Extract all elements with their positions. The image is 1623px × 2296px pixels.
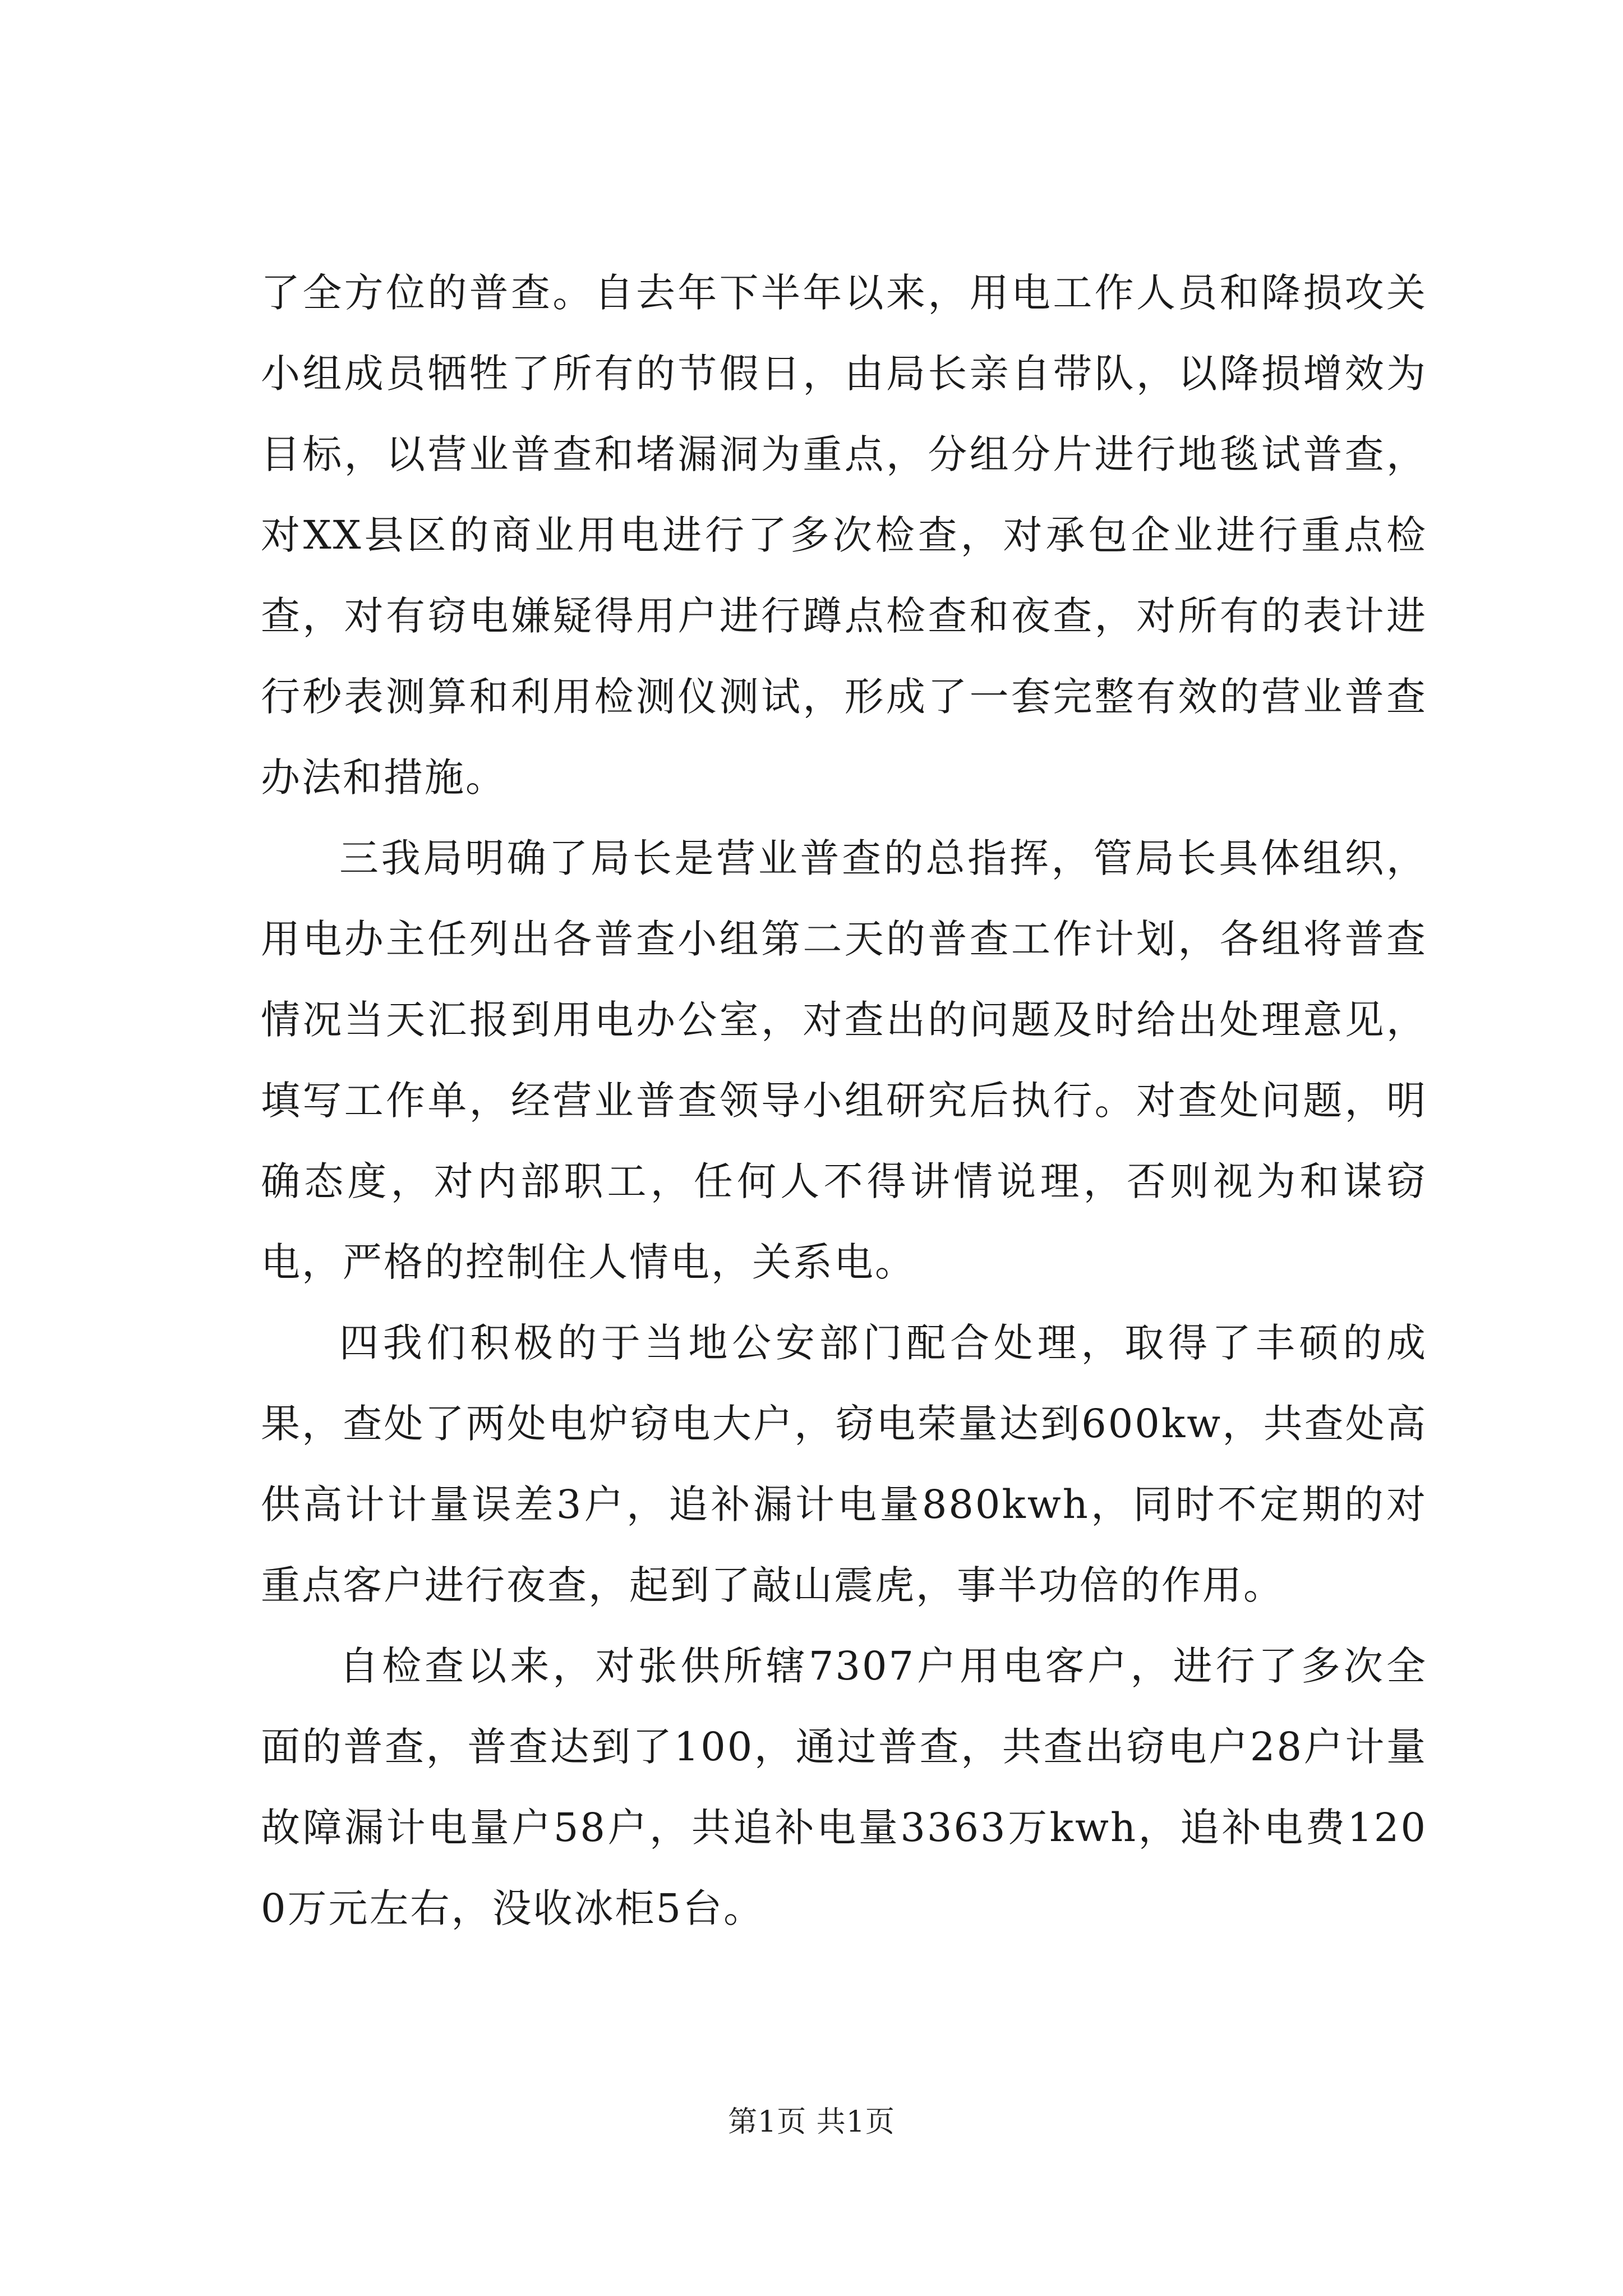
paragraph-2: 三我局明确了局长是营业普查的总指挥，管局长具体组织，用电办主任列出各普查小组第二天的普查工作计划，各组将普查情况当天汇报到用电办公室，对查出的问题及时给出处理意见，填写工作单，经营业普查领导小组研究后执行。对查处问题，明确态度，对内部职工，任何人不得讲情说理，否则视为和谋窃电，严格的控制住人情电，关系电。 bbox=[261, 835, 1427, 1285]
page-number-footer: 第1页 共1页 bbox=[728, 2105, 895, 2139]
document-body bbox=[261, 252, 1427, 1949]
paragraph-1: 了全方位的普查。自去年下半年以来，用电工作人员和降损攻关小组成员牺牲了所有的节假日，由局长亲自带队，以降损增效为目标，以营业普查和堵漏洞为重点，分组分片进行地毯试普查，对XX县区的商业用电进行了多次检查，对承包企业进行重点检查，对有窃电嫌疑得用户进行蹲点检查和夜查，对所有的表计进行秒表测算和利用检测仪测试，形成了一套完整有效的营业普查办法和措施。 bbox=[261, 270, 1427, 800]
paragraph-4: 自检查以来，对张供所辖7307户用电客户，进行了多次全面的普查，普查达到了100，通过普查，共查出窃电户28户计量故障漏计电量户58户，共追补电量3363万kwh，追补电费1200万元左右，没收冰柜5台。 bbox=[261, 1643, 1427, 1931]
paragraph-3: 四我们积极的于当地公安部门配合处理，取得了丰硕的成果，查处了两处电炉窃电大户，窃电荣量达到600kw，共查处高供高计计量误差3户，追补漏计电量880kwh，同时不定期的对重点客户进行夜查，起到了敲山震虎，事半功倍的作用。 bbox=[261, 1320, 1427, 1608]
